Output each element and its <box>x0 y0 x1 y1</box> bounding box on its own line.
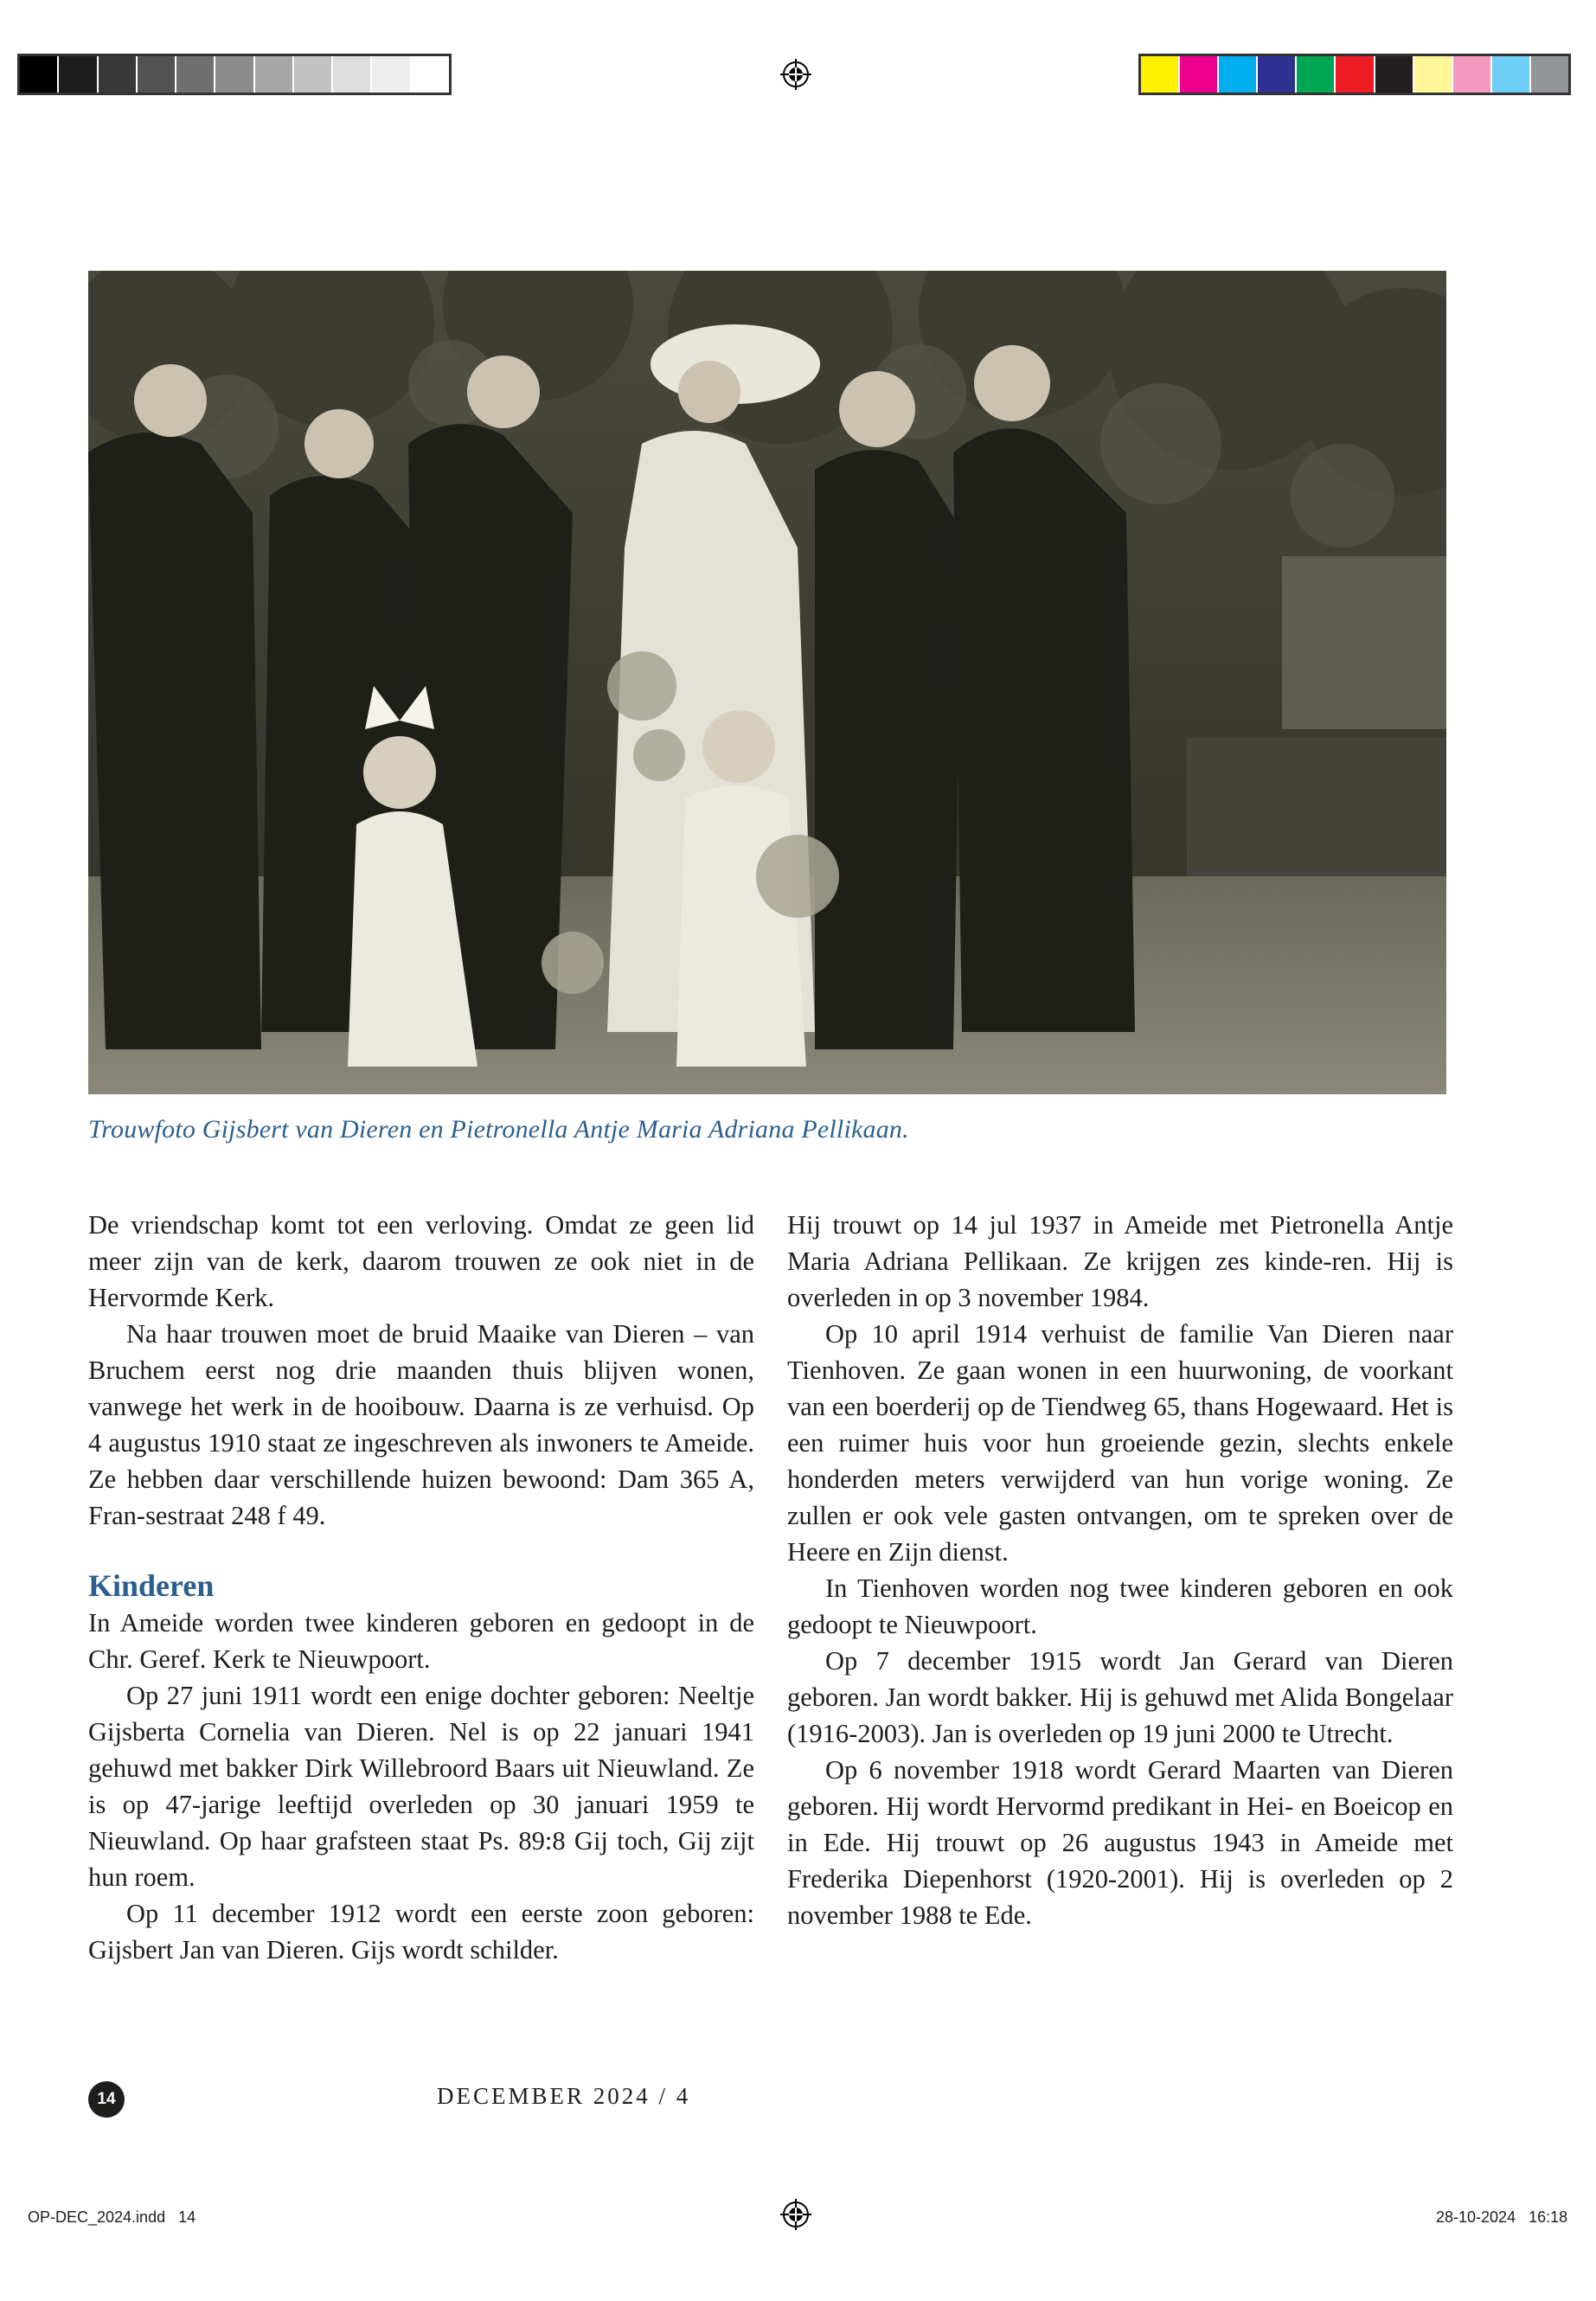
text-column-right <box>787 1207 1453 1933</box>
issue-footer: DECEMBER 2024 / 4 <box>437 2083 691 2109</box>
grayscale-swatch <box>136 56 175 93</box>
paragraph: Op 6 november 1918 wordt Gerard Maarten van Dieren geboren. Hij wordt Hervormd predikant in Hei- en Boeicop en in Ede. Hij trouwt op 26 augustus 1943 in Ameide met Frederika Diepenhorst (1920-2001). Hij is overleden op 2 november 1988 te Ede. <box>787 1755 1453 1930</box>
grayscale-swatch <box>292 56 331 93</box>
color-swatch <box>1374 56 1413 93</box>
page-number-badge: 14 <box>88 2081 125 2118</box>
grayscale-swatch <box>97 56 136 93</box>
paragraph: De vriendschap komt tot een verloving. Omdat ze geen lid meer zijn van de kerk, daarom trouwen ze ook niet in de Hervormde Kerk. <box>88 1210 754 1312</box>
grayscale-swatch <box>57 56 96 93</box>
photo-caption: Trouwfoto Gijsbert van Dieren en Pietronella Antje Maria Adriana Pellikaan. <box>88 1115 909 1144</box>
color-swatch <box>1334 56 1373 93</box>
registration-mark-icon <box>780 59 811 90</box>
paragraph: Hij trouwt op 14 jul 1937 in Ameide met Pietronella Antje Maria Adriana Pellikaan. Ze krijgen zes kinde-ren. Hij is overleden in op 3 november 1984. <box>787 1210 1453 1312</box>
grayscale-swatch <box>253 56 292 93</box>
color-swatch <box>1490 56 1529 93</box>
paragraph: In Ameide worden twee kinderen geboren en gedoopt in de Chr. Geref. Kerk te Nieuwpoort. <box>88 1608 754 1674</box>
slug-datetime: 28-10-2024 16:18 <box>1436 2208 1568 2226</box>
grayscale-swatch <box>175 56 214 93</box>
grayscale-swatch <box>20 56 57 93</box>
grayscale-swatch <box>410 56 449 93</box>
color-swatch <box>1256 56 1295 93</box>
grayscale-swatch <box>370 56 409 93</box>
paragraph: Op 10 april 1914 verhuist de familie Van Dieren naar Tienhoven. Ze gaan wonen in een huurwoning, de voorkant van een boerderij op de Tiendweg 65, thans Hogewaard. Het is een ruimer huis voor hun groeiende gezin, slechts enkele honderden meters verwijderd van hun vorige woning. Ze zullen er ook vele gasten ontvangen, om te spreken over de Heere en Zijn dienst. <box>787 1319 1453 1567</box>
color-swatch <box>1529 56 1568 93</box>
color-swatch <box>1178 56 1217 93</box>
slug-file-info: OP-DEC_2024.indd 14 <box>28 2208 196 2226</box>
color-swatch <box>1141 56 1178 93</box>
color-swatch <box>1452 56 1490 93</box>
text-column-left <box>88 1207 754 1968</box>
color-swatch <box>1413 56 1452 93</box>
wedding-photo <box>88 271 1446 1094</box>
wedding-photo-icon <box>88 271 1446 1094</box>
color-calibration-bar <box>1138 54 1571 95</box>
section-heading: Kinderen <box>88 1568 215 1603</box>
grayscale-swatch <box>214 56 253 93</box>
color-swatch <box>1217 56 1256 93</box>
grayscale-calibration-bar <box>17 54 452 95</box>
paragraph: Op 27 juni 1911 wordt een enige dochter geboren: Neeltje Gijsberta Cornelia van Dieren. Nel is op 22 januari 1941 gehuwd met bakker Dirk Willebroord Baars uit Nieuwland. Ze is op 47-jarige leeftijd overleden op 30 januari 1959 te Nieuwland. Op haar grafsteen staat Ps. 89:8 Gij toch, Gij zijt hun roem. <box>88 1681 754 1892</box>
grayscale-swatch <box>331 56 370 93</box>
paragraph: In Tienhoven worden nog twee kinderen geboren en ook gedoopt te Nieuwpoort. <box>787 1574 1453 1639</box>
color-swatch <box>1295 56 1334 93</box>
paragraph: Na haar trouwen moet de bruid Maaike van Dieren – van Bruchem eerst nog drie maanden thuis blijven wonen, vanwege het werk in de hooibouw. Daarna is ze verhuisd. Op 4 augustus 1910 staat ze ingeschreven als inwoners te Ameide. Ze hebben daar verschillende huizen bewoond: Dam 365 A, Fran-sestraat 248 f 49. <box>88 1319 754 1530</box>
paragraph: Op 11 december 1912 wordt een eerste zoon geboren: Gijsbert Jan van Dieren. Gijs wordt schilder. <box>88 1899 754 1965</box>
paragraph: Op 7 december 1915 wordt Jan Gerard van Dieren geboren. Jan wordt bakker. Hij is gehuwd met Alida Bongelaar (1916-2003). Jan is overleden op 19 juni 2000 te Utrecht. <box>787 1646 1453 1748</box>
registration-mark-icon <box>780 2199 811 2230</box>
